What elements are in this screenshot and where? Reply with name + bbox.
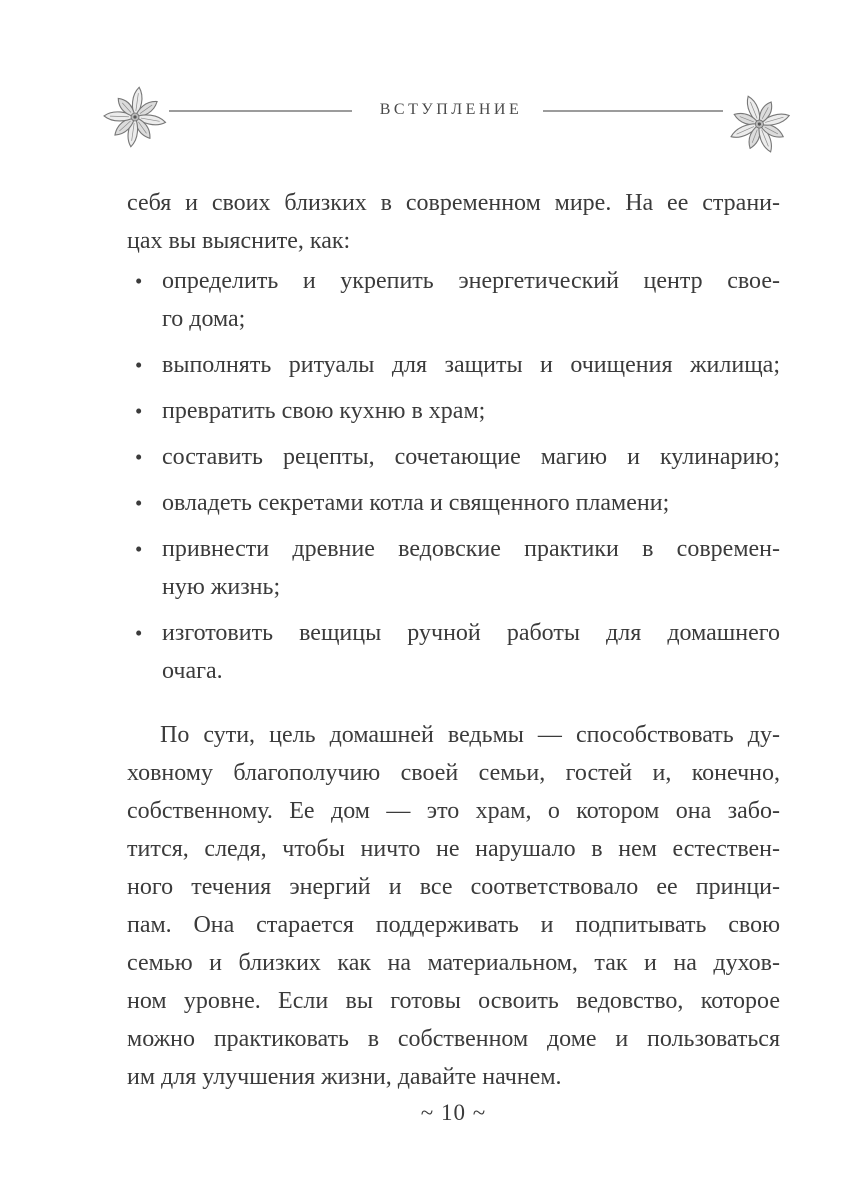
bullet-list-item bbox=[127, 438, 780, 476]
page-title: ВСТУПЛЕНИЕ bbox=[379, 101, 523, 118]
text-line: составить рецепты, сочетающие магию и кулинарию; bbox=[162, 444, 780, 470]
text-line: го дома; bbox=[162, 306, 246, 332]
text-line: превратить свою кухню в храм; bbox=[162, 398, 486, 424]
bullet-icon: • bbox=[135, 269, 143, 293]
bullet-list-item bbox=[127, 262, 780, 338]
text-line: изготовить вещицы ручной работы для домашнего bbox=[162, 620, 780, 646]
text-line: цах вы выясните, как: bbox=[127, 228, 351, 254]
header-rule-left bbox=[169, 110, 352, 112]
text-line: По сути, цель домашней ведьмы — способствовать ду- bbox=[160, 722, 780, 748]
text-line: им для улучшения жизни, давайте начнем. bbox=[127, 1064, 562, 1090]
star-anise-icon bbox=[101, 84, 169, 155]
closing-paragraph bbox=[127, 716, 780, 1096]
text-line: семью и близких как на материальном, так и на духов- bbox=[127, 950, 780, 976]
text-line: тится, следя, чтобы ничто не нарушало в нем естествен- bbox=[127, 836, 780, 862]
page-footer bbox=[127, 1098, 780, 1128]
bullet-icon: • bbox=[135, 399, 143, 423]
text-line: выполнять ритуалы для защиты и очищения жилища; bbox=[162, 352, 780, 378]
bullet-icon: • bbox=[135, 537, 143, 561]
text-line: пам. Она старается поддерживать и подпитывать свою bbox=[127, 912, 780, 938]
page-body bbox=[127, 184, 780, 1128]
bullet-list bbox=[127, 262, 780, 690]
bullet-icon: • bbox=[135, 621, 143, 645]
page-number: ~ 10 ~ bbox=[420, 1100, 487, 1125]
intro-paragraph bbox=[127, 184, 780, 260]
text-line: ном уровне. Если вы готовы освоить ведовство, которое bbox=[127, 988, 780, 1014]
header-rule-right bbox=[543, 110, 723, 112]
text-line: ховному благополучию своей семьи, гостей и, конечно, bbox=[127, 760, 780, 786]
text-line: определить и укрепить энергетический центр свое- bbox=[162, 268, 780, 294]
bullet-list-item bbox=[127, 484, 780, 522]
text-line: себя и своих близких в современном мире. На ее страни- bbox=[127, 190, 780, 216]
text-line: привнести древние ведовские практики в современ- bbox=[162, 536, 780, 562]
bullet-icon: • bbox=[135, 353, 143, 377]
text-line: собственному. Ее дом — это храм, о котором она забо- bbox=[127, 798, 780, 824]
text-line: ного течения энергий и все соответствовало ее принци- bbox=[127, 874, 780, 900]
text-line: можно практиковать в собственном доме и пользоваться bbox=[127, 1026, 780, 1052]
bullet-list-item bbox=[127, 392, 780, 430]
bullet-icon: • bbox=[135, 491, 143, 515]
text-line: очага. bbox=[162, 658, 223, 684]
text-line: ную жизнь; bbox=[162, 574, 281, 600]
bullet-list-item bbox=[127, 530, 780, 606]
bullet-icon: • bbox=[135, 445, 143, 469]
bullet-list-item bbox=[127, 346, 780, 384]
bullet-list-item bbox=[127, 614, 780, 690]
star-anise-icon bbox=[719, 81, 802, 172]
text-line: овладеть секретами котла и священного пламени; bbox=[162, 490, 670, 516]
